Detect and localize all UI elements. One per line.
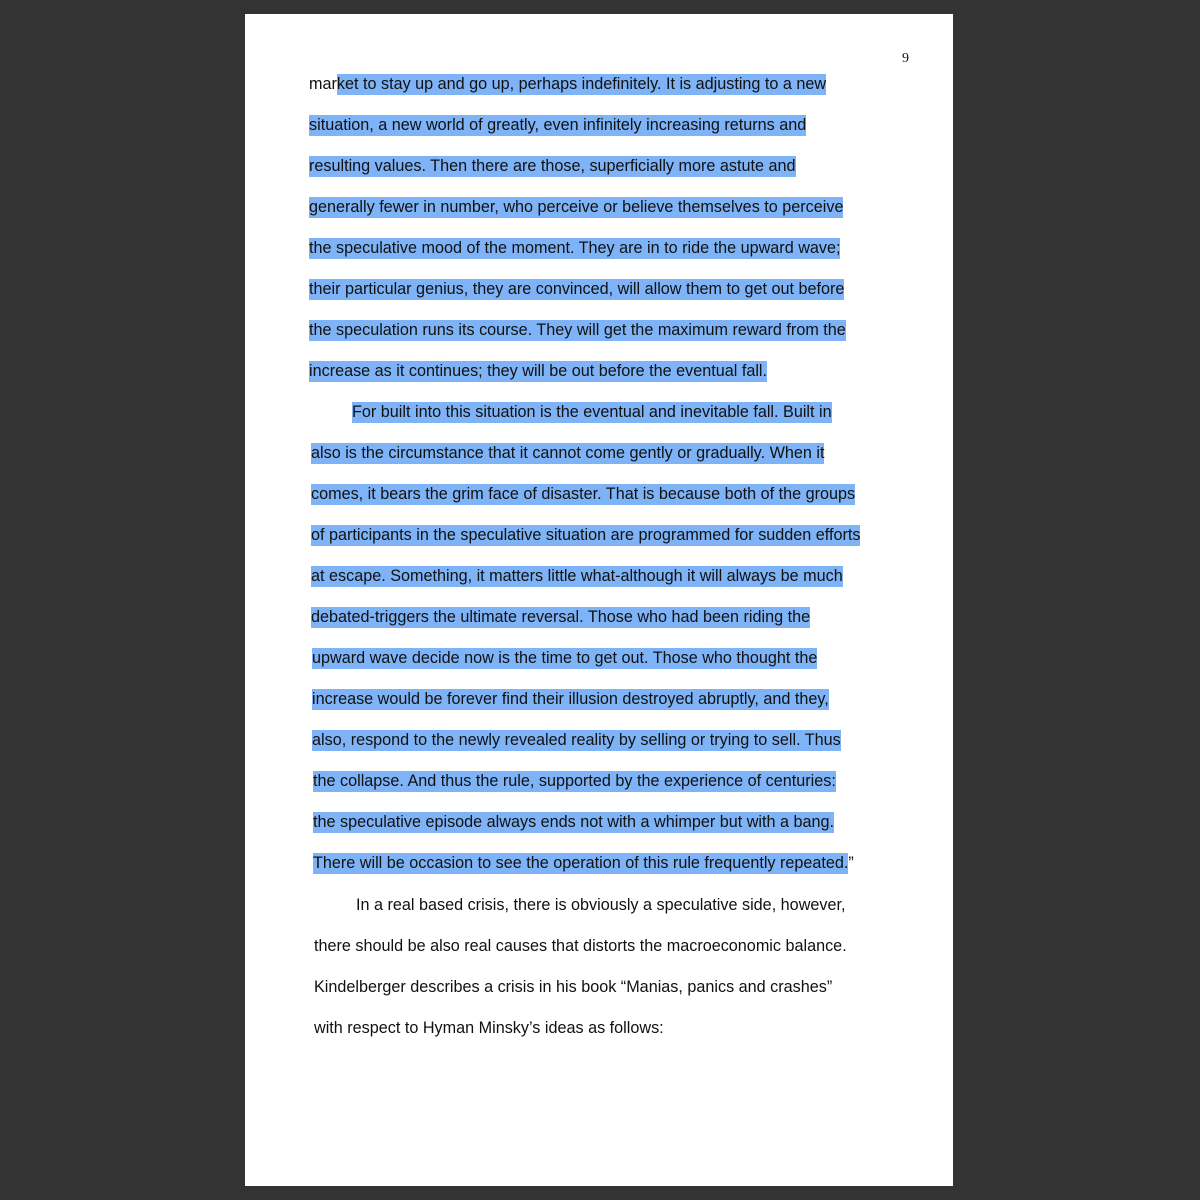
highlighted-text: situation, a new world of greatly, even infinitely increasing returns and (309, 116, 807, 134)
highlighted-text: also, respond to the newly revealed reality by selling or trying to sell. Thus (312, 731, 841, 749)
document-page (245, 14, 953, 1186)
text-line (309, 114, 806, 136)
highlighted-text: There will be occasion to see the operation of this rule frequently repeated. (313, 854, 849, 872)
highlighted-text: their particular genius, they are convinced, will allow them to get out before (309, 280, 845, 298)
highlighted-text: also is the circumstance that it cannot come gently or gradually. When it (311, 444, 825, 462)
highlighted-text: upward wave decide now is the time to get out. Those who thought the (312, 649, 818, 667)
highlighted-text: comes, it bears the grim face of disaster. That is because both of the groups (311, 485, 856, 503)
text-line (309, 155, 796, 177)
text-line: market to stay up and go up, perhaps indefinitely. It is adjusting to a new (309, 75, 827, 93)
highlighted-text: resulting values. Then there are those, superficially more astute and (309, 157, 796, 175)
text-line: with respect to Hyman Minsky’s ideas as follows: (314, 1019, 664, 1037)
highlighted-text: For built into this situation is the eventual and inevitable fall. Built in (352, 403, 832, 421)
text-line: there should be also real causes that distorts the macroeconomic balance. (314, 937, 847, 955)
highlighted-text: the collapse. And thus the rule, supported by the experience of centuries: (313, 772, 836, 790)
text-line (311, 606, 810, 628)
text-line (311, 442, 824, 464)
highlighted-text: the speculative episode always ends not with a whimper but with a bang. (313, 813, 835, 831)
text-line (313, 811, 834, 833)
page-number: 9 (902, 51, 909, 66)
text-line (309, 237, 840, 259)
text-line: Kindelberger describes a crisis in his book “Manias, panics and crashes” (314, 978, 833, 996)
text-line (309, 278, 844, 300)
highlighted-text: of participants in the speculative situation are programmed for sudden efforts (311, 526, 861, 544)
highlighted-text: the speculation runs its course. They will get the maximum reward from the (309, 321, 846, 339)
highlighted-text: generally fewer in number, who perceive or believe themselves to perceive (309, 198, 844, 216)
text-line (352, 401, 832, 423)
highlighted-text: at escape. Something, it matters little what-although it will always be much (311, 567, 843, 585)
text-line (309, 319, 846, 341)
highlighted-text: increase would be forever find their illusion destroyed abruptly, and they, (312, 690, 829, 708)
highlighted-text: debated-triggers the ultimate reversal. Those who had been riding the (311, 608, 811, 626)
text-line: There will be occasion to see the operation of this rule frequently repeated.” (313, 854, 854, 872)
text-line (311, 565, 843, 587)
text-line (312, 688, 829, 710)
text-line (311, 524, 860, 546)
text-line (313, 770, 836, 792)
text-line (312, 729, 841, 751)
highlighted-text: ket to stay up and go up, perhaps indefinitely. It is adjusting to a new (336, 75, 827, 93)
text-line (312, 647, 817, 669)
highlighted-text: increase as it continues; they will be out before the eventual fall. (309, 362, 768, 380)
text-line (309, 196, 843, 218)
text-line (311, 483, 855, 505)
text-line (309, 360, 767, 382)
text-line: In a real based crisis, there is obviously a speculative side, however, (356, 896, 846, 914)
highlighted-text: the speculative mood of the moment. They are in to ride the upward wave; (309, 239, 841, 257)
